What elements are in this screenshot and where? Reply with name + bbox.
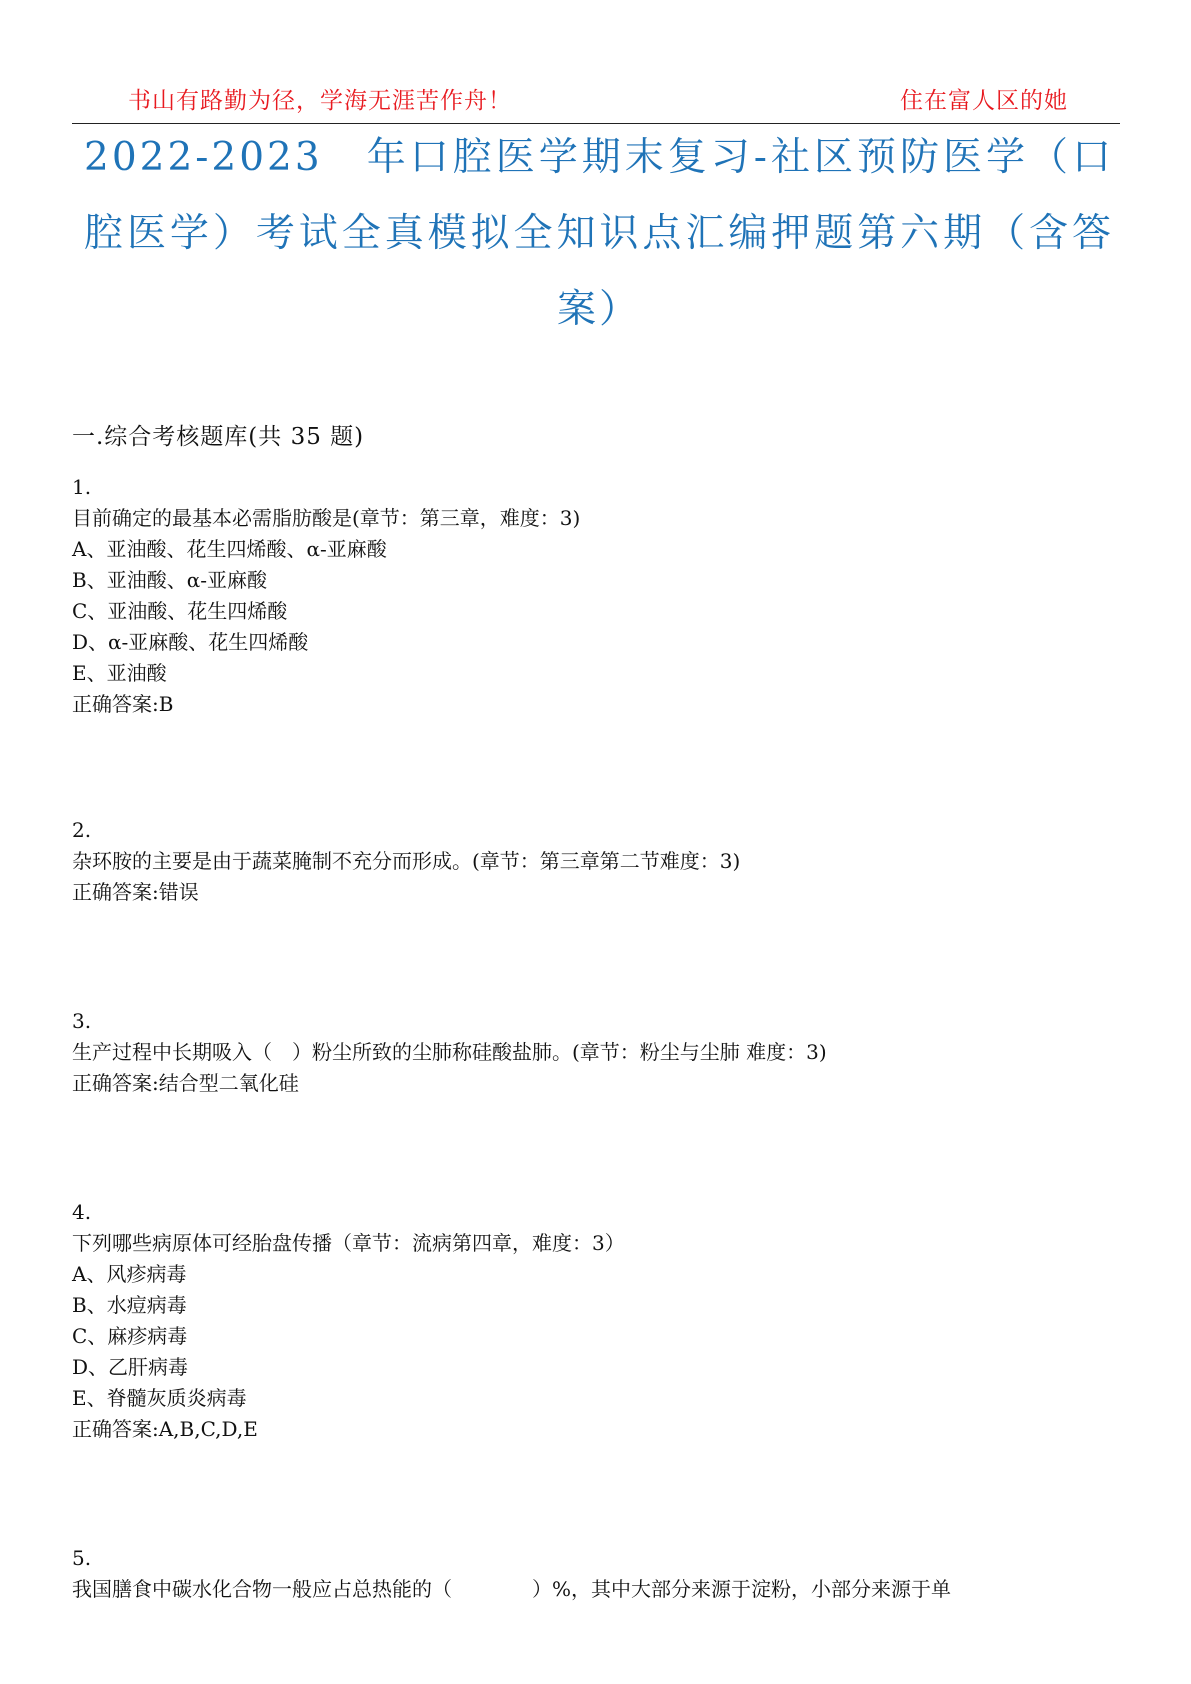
page-header xyxy=(72,78,1120,124)
question-3 xyxy=(72,1006,1122,1099)
option-e: E、脊髓灰质炎病毒 xyxy=(72,1386,247,1410)
option-b: B、水痘病毒 xyxy=(72,1293,187,1317)
header-motto-right: 住在富人区的她 xyxy=(900,88,1068,114)
question-2 xyxy=(72,815,1122,908)
answer: 正确答案:A,B,C,D,E xyxy=(72,1417,258,1441)
question-stem: 目前确定的最基本必需脂肪酸是(章节：第三章，难度：3) xyxy=(72,506,581,530)
question-stem: 生产过程中长期吸入（ ）粉尘所致的尘肺称硅酸盐肺。(章节：粉尘与尘肺 难度：3) xyxy=(72,1040,827,1064)
question-number: 4. xyxy=(72,1200,92,1224)
question-stem: 下列哪些病原体可经胎盘传播（章节：流病第四章，难度：3） xyxy=(72,1231,625,1255)
question-number: 2. xyxy=(72,818,92,842)
question-stem: 杂环胺的主要是由于蔬菜腌制不充分而形成。(章节：第三章第二节难度：3) xyxy=(72,849,741,873)
answer: 正确答案:错误 xyxy=(72,880,199,904)
question-stem: 我国膳食中碳水化合物一般应占总热能的（ ）%，其中大部分来源于淀粉，小部分来源于单 xyxy=(72,1577,952,1601)
option-b: B、亚油酸、α-亚麻酸 xyxy=(72,568,267,592)
question-number: 1. xyxy=(72,475,92,499)
option-a: A、亚油酸、花生四烯酸、α-亚麻酸 xyxy=(72,537,387,561)
option-c: C、麻疹病毒 xyxy=(72,1324,188,1348)
answer: 正确答案:结合型二氧化硅 xyxy=(72,1071,299,1095)
option-d: D、乙肝病毒 xyxy=(72,1355,189,1379)
option-c: C、亚油酸、花生四烯酸 xyxy=(72,599,288,623)
option-e: E、亚油酸 xyxy=(72,661,167,685)
question-number: 5. xyxy=(72,1546,92,1570)
question-4 xyxy=(72,1197,1122,1445)
question-list xyxy=(72,472,1122,1605)
question-5 xyxy=(72,1543,1122,1605)
header-motto-left: 书山有路勤为径，学海无涯苦作舟！ xyxy=(128,88,512,114)
question-number: 3. xyxy=(72,1009,92,1033)
option-a: A、风疹病毒 xyxy=(72,1262,187,1286)
document-title: 2022-2023 年口腔医学期末复习-社区预防医学（口腔医学）考试全真模拟全知识点汇编押题第六期（含答案） xyxy=(84,135,1114,332)
answer: 正确答案:B xyxy=(72,692,174,716)
option-d: D、α-亚麻酸、花生四烯酸 xyxy=(72,630,309,654)
question-1 xyxy=(72,472,1122,720)
section-heading: 一.综合考核题库(共 35 题) xyxy=(72,424,365,450)
